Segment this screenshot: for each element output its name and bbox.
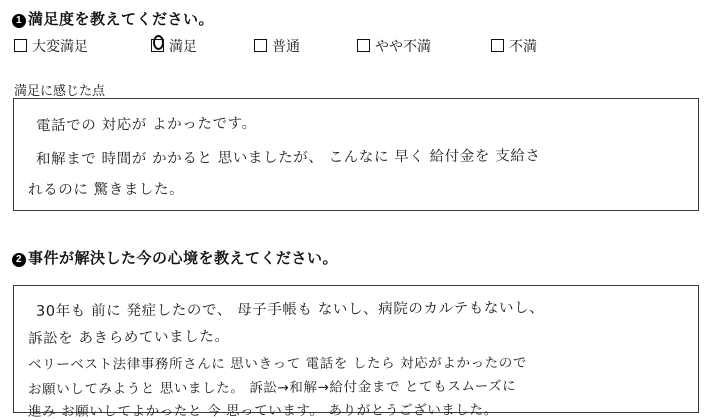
checkbox-satisfied[interactable] (151, 39, 164, 52)
question-2-heading (12, 247, 338, 268)
question-1-number: 1 (12, 14, 26, 28)
question-2-number: 2 (12, 253, 26, 267)
answer-2-line-3: ベリーベスト法律事務所さんに 思いきって 電話を したら 対応がよかったので (27, 355, 528, 373)
choice-very-satisfied[interactable] (14, 36, 88, 56)
choice-label-satisfied: 満足 (169, 38, 197, 54)
checkbox-very-satisfied[interactable] (14, 39, 27, 52)
answer-1-line-1: 電話での 対応が よかったです。 (35, 115, 257, 135)
checkbox-somewhat-dissatisfied[interactable] (357, 39, 370, 52)
question-1-heading (12, 8, 214, 29)
choice-neutral[interactable] (254, 36, 300, 56)
answer-2-line-1: 30年も 前に 発症したので、 母子手帳も ないし、病院のカルテもないし、 (35, 300, 545, 320)
checkbox-neutral[interactable] (254, 39, 267, 52)
question-1-sub-label: 満足に感じた点 (14, 83, 106, 98)
question-2-answer-box[interactable] (13, 285, 699, 420)
choice-somewhat-dissatisfied[interactable] (357, 36, 431, 56)
checkbox-dissatisfied[interactable] (491, 39, 504, 52)
answer-2-line-4: お願いしてみようと 思いました。 訴訟→和解→給付金まで とてもスムーズに (27, 378, 517, 398)
choice-label-dissatisfied: 不満 (509, 38, 537, 54)
answer-1-line-2: 和解まで 時間が かかると 思いましたが、 こんなに 早く 給付金を 支給さ (35, 148, 541, 168)
choice-label-neutral: 普通 (272, 38, 300, 54)
satisfaction-choice-row (14, 36, 674, 58)
answer-2-line-2: 訴訟を あきらめていました。 (27, 328, 230, 348)
choice-label-very-satisfied: 大変満足 (32, 38, 88, 54)
choice-satisfied[interactable] (151, 36, 197, 56)
question-1-answer-box[interactable] (13, 98, 699, 211)
choice-label-somewhat-dissatisfied: やや不満 (375, 38, 431, 54)
choice-dissatisfied[interactable] (491, 36, 537, 56)
answer-2-line-5: 進み お願いしてよかったと 今 思っています。 ありがとうございました。 (27, 402, 498, 420)
answer-1-line-3: れるのに 驚きました。 (27, 181, 185, 199)
question-1-title: 満足度を教えてください。 (28, 11, 215, 28)
question-2-title: 事件が解決した今の心境を教えてください。 (28, 250, 339, 267)
